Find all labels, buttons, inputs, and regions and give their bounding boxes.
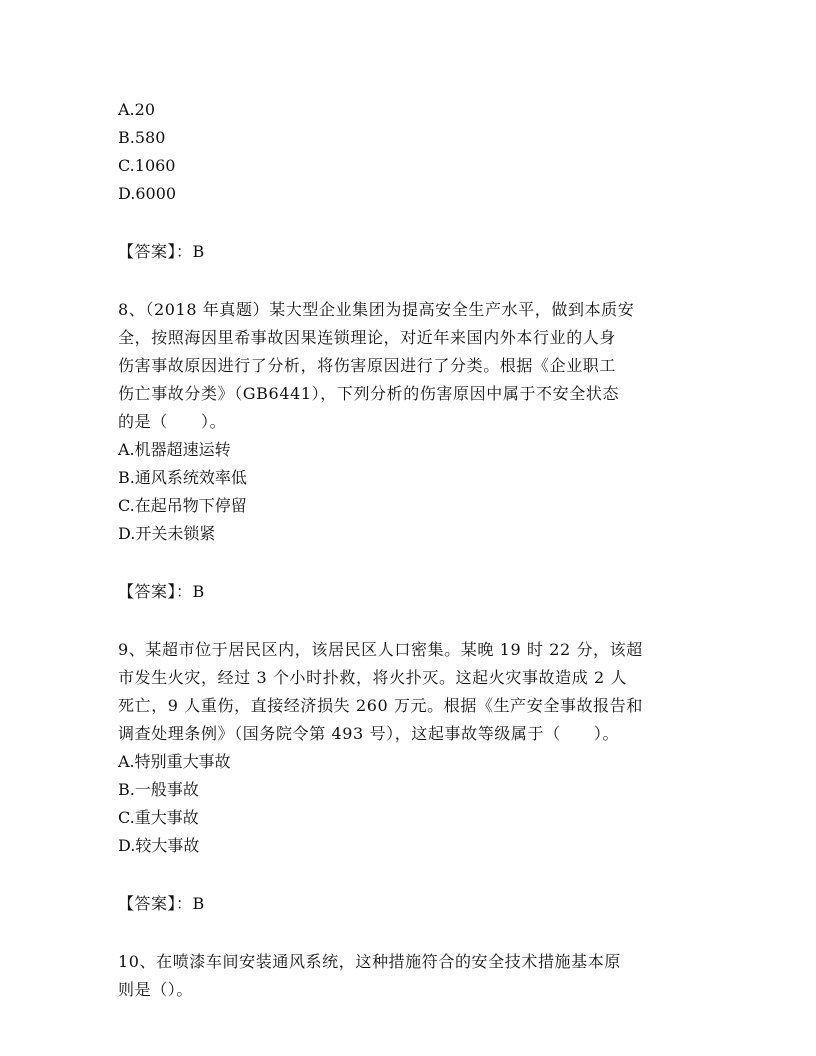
option-d: D.较大事故	[118, 836, 200, 855]
question-8-stem-line: 8、（2018 年真题）某大型企业集团为提高安全生产水平，做到本质安	[118, 300, 635, 319]
option-a: A.特别重大事故	[118, 752, 231, 771]
question-9-answer: 【答案】：B	[118, 894, 205, 913]
question-8-stem-line: 的是（ ）。	[118, 412, 227, 431]
question-8	[118, 296, 698, 548]
question-10-stem-line: 10、在喷漆车间安装通风系统，这种措施符合的安全技术措施基本原	[118, 952, 621, 971]
option-c: C.重大事故	[118, 808, 199, 827]
option-c: C.1060	[118, 156, 176, 175]
option-a: A.20	[118, 100, 155, 119]
document-page	[118, 96, 698, 1004]
option-d: D.开关未锁紧	[118, 524, 216, 543]
option-d: D.6000	[118, 184, 177, 203]
option-a: A.机器超速运转	[118, 440, 231, 459]
question-9-stem-line: 调查处理条例》（国务院令第 493 号），这起事故等级属于（ ）。	[118, 724, 620, 743]
option-c: C.在起吊物下停留	[118, 496, 247, 515]
question-7-options	[118, 96, 698, 208]
option-b: B.一般事故	[118, 780, 199, 799]
question-9-stem-line: 死亡，9 人重伤，直接经济损失 260 万元。根据《生产安全事故报告和	[118, 696, 643, 715]
question-9-stem-line: 9、某超市位于居民区内，该居民区人口密集。某晚 19 时 22 分，该超	[118, 640, 643, 659]
question-8-answer: 【答案】：B	[118, 582, 205, 601]
option-b: B.580	[118, 128, 166, 147]
question-10	[118, 948, 698, 1004]
question-9-stem-line: 市发生火灾，经过 3 个小时扑救，将火扑灭。这起火灾事故造成 2 人	[118, 668, 628, 687]
question-8-stem-line: 伤亡事故分类》（GB6441），下列分析的伤害原因中属于不安全状态	[118, 384, 620, 403]
question-10-stem-line: 则是（）。	[118, 980, 194, 999]
question-7-answer: 【答案】：B	[118, 242, 205, 261]
question-8-stem-line: 伤害事故原因进行了分析，将伤害原因进行了分类。根据《企业职工	[118, 356, 617, 375]
question-9	[118, 636, 698, 860]
question-8-stem-line: 全，按照海因里希事故因果连锁理论，对近年来国内外本行业的人身	[118, 328, 617, 347]
option-b: B.通风系统效率低	[118, 468, 247, 487]
